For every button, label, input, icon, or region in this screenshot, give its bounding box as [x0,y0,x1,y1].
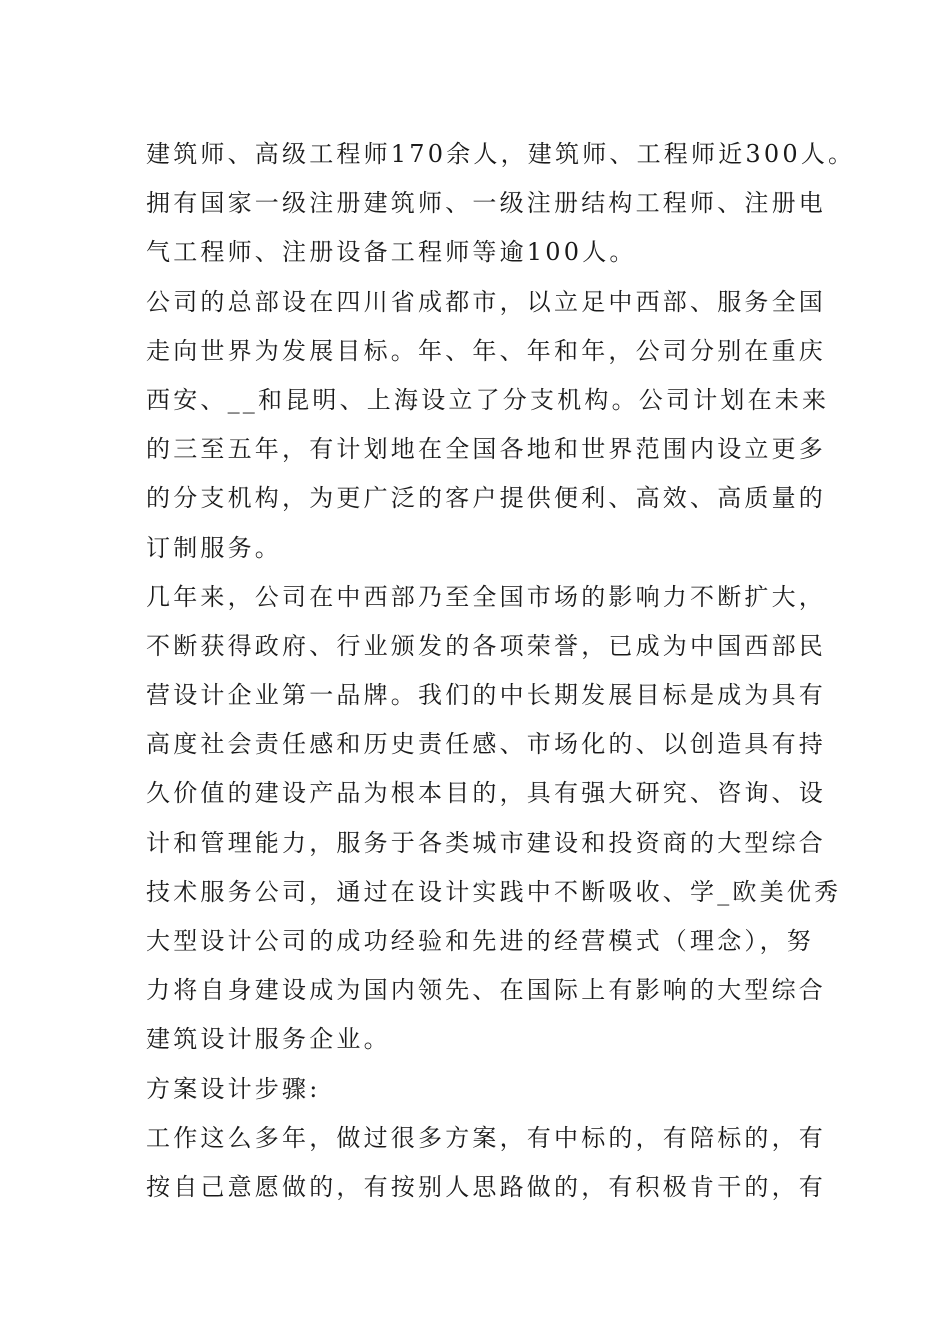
text-line: 气工程师、注册设备工程师等逾100人。 [146,238,637,267]
section-heading: 方案设计步骤: [146,1074,321,1103]
text-line: 计和管理能力，服务于各类城市建设和投资商的大型综合 [146,828,826,857]
text-line: 按自己意愿做的，有按别人思路做的，有积极肯干的，有 [146,1172,826,1201]
text-line: 力将自身建设成为国内领先、在国际上有影响的大型综合 [146,976,826,1005]
text-line: 工作这么多年，做过很多方案，有中标的，有陪标的，有 [146,1123,826,1152]
text-line: 技术服务公司，通过在设计实践中不断吸收、学_欧美优秀 [146,877,842,906]
text-line: 大型设计公司的成功经验和先进的经营模式（理念），努 [146,927,814,955]
text-line: 公司的总部设在四川省成都市，以立足中西部、服务全国 [146,287,826,316]
text-line: 西安、__和昆明、上海设立了分支机构。公司计划在未来 [146,385,830,414]
text-line: 不断获得政府、行业颁发的各项荣誉，已成为中国西部民 [146,631,826,660]
text-line: 订制服务。 [146,533,282,562]
text-line: 建筑设计服务企业。 [146,1025,391,1054]
text-line: 高度社会责任感和历史责任感、市场化的、以创造具有持 [146,730,826,759]
text-line: 久价值的建设产品为根本目的，具有强大研究、咨询、设 [146,779,826,808]
text-line: 营设计企业第一品牌。我们的中长期发展目标是成为具有 [146,681,826,710]
body-text [146,130,856,1212]
text-line: 的分支机构，为更广泛的客户提供便利、高效、高质量的 [146,484,826,513]
text-line: 建筑师、高级工程师170余人，建筑师、工程师近300人。 [146,140,856,168]
text-line: 拥有国家一级注册建筑师、一级注册结构工程师、注册电 [146,189,826,218]
text-line: 几年来，公司在中西部乃至全国市场的影响力不断扩大， [146,582,826,611]
text-line: 的三至五年，有计划地在全国各地和世界范围内设立更多 [146,435,826,464]
text-line: 走向世界为发展目标。年、年、年和年，公司分别在重庆 [146,336,826,365]
